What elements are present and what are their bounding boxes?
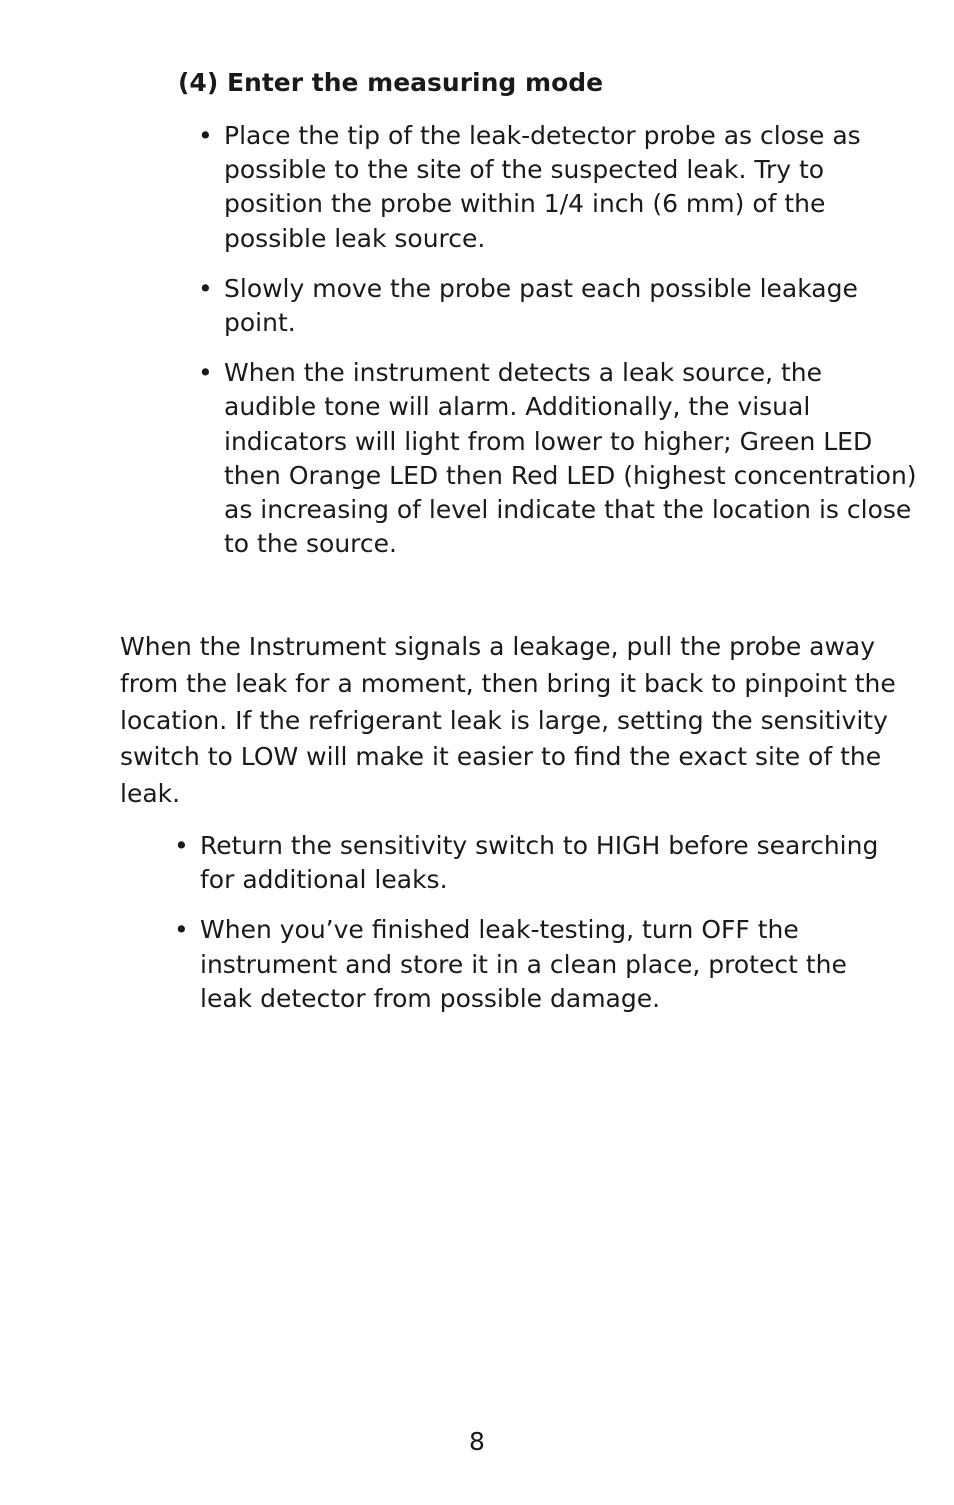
- bullet-icon: •: [174, 831, 189, 860]
- list-item: [174, 829, 894, 897]
- bullet-icon: •: [174, 915, 189, 945]
- list-item-text: When the instrument detects a leak source, the audible tone will alarm. Additionally, the visual indicators will light from lower to higher; Green LED then Orange LED then Red LED (highest concentration) as increasing of level indicate that the location is close to the source.: [224, 358, 917, 559]
- list-item-text: Return the sensitivity switch to HIGH before searching for additional leaks.: [200, 831, 879, 895]
- page-number: 8: [469, 1427, 485, 1456]
- final-steps-bullet-list: [174, 829, 894, 1016]
- measuring-mode-bullet-list: [198, 119, 918, 561]
- list-item: [198, 119, 918, 256]
- list-item-text: Slowly move the probe past each possible leakage point.: [224, 273, 858, 338]
- bullet-icon: •: [198, 358, 213, 388]
- list-item-text: Place the tip of the leak-detector probe as close as possible to the site of the suspected leak. Try to position the probe within 1/4 inch (6 mm) of the possible leak source.: [224, 121, 861, 253]
- bullet-icon: •: [198, 121, 213, 150]
- list-item: [174, 913, 894, 1016]
- bullet-icon: •: [198, 273, 213, 303]
- list-item-text: When you’ve finished leak-testing, turn OFF the instrument and store it in a clean place, protect the leak detector from possible damage.: [200, 915, 847, 1013]
- leak-signal-paragraph: When the Instrument signals a leakage, pull the probe away from the leak for a moment, then bring it back to pinpoint the location. If the refrigerant leak is large, setting the sensitivity switch to LOW will make it easier to find the exact site of the leak.: [120, 632, 896, 809]
- list-item: [198, 356, 918, 561]
- list-item: [198, 272, 918, 340]
- section-heading: (4) Enter the measuring mode: [178, 68, 604, 97]
